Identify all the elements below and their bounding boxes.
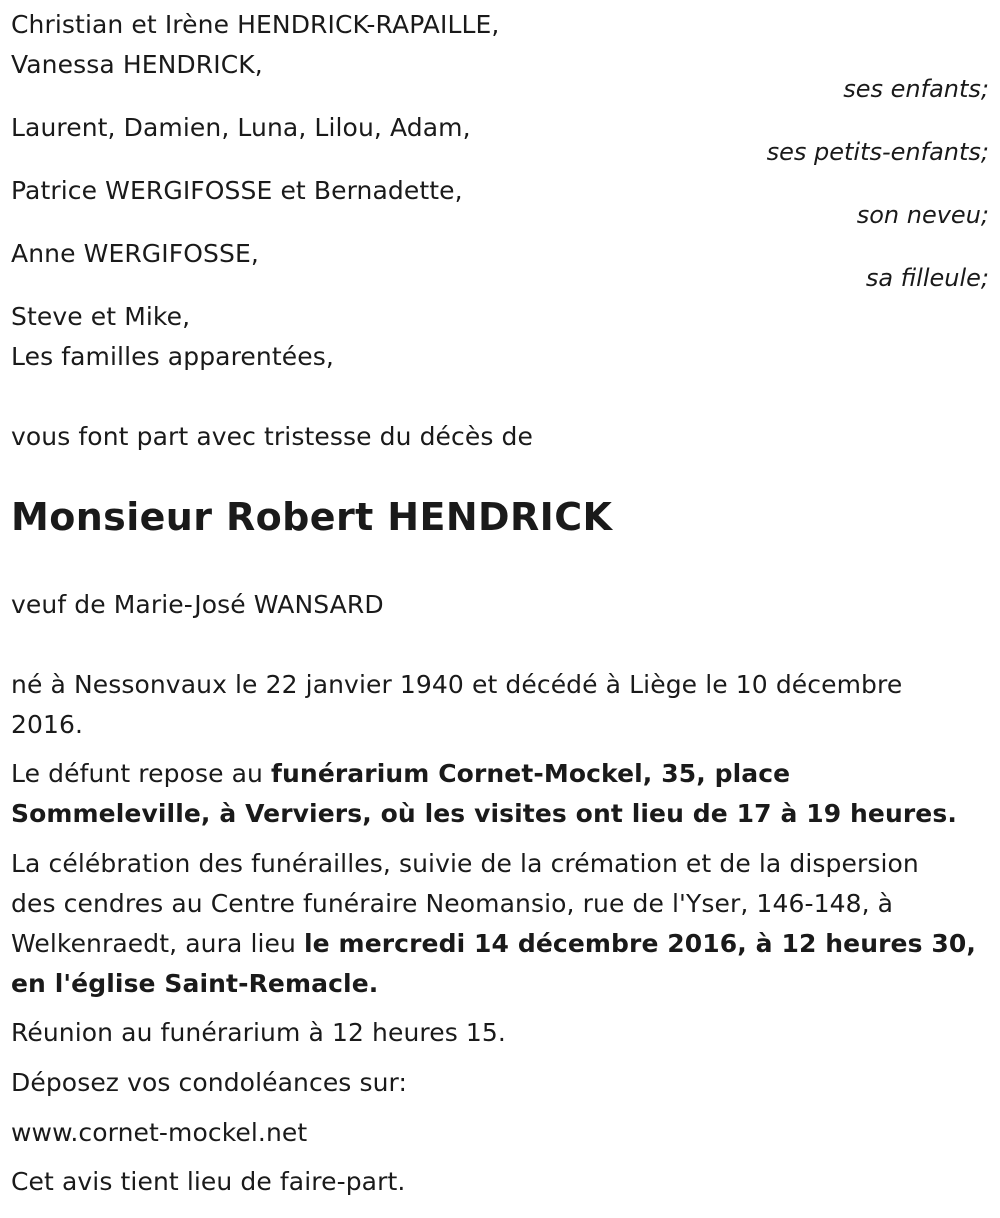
children-line-1: Christian et Irène HENDRICK-RAPAILLE, bbox=[11, 10, 500, 39]
nephew-line: Patrice WERGIFOSSE et Bernadette, bbox=[11, 176, 463, 205]
goddaughter-line: Anne WERGIFOSSE, bbox=[11, 239, 259, 268]
condolences-line: Déposez vos condoléances sur: bbox=[11, 1068, 408, 1097]
birth-death-line-1: né à Nessonvaux le 22 janvier 1940 et décédé à Liège le 10 décembre bbox=[11, 670, 903, 699]
deceased-name: Monsieur Robert HENDRICK bbox=[11, 495, 613, 539]
closing-line: Cet avis tient lieu de faire-part. bbox=[11, 1167, 406, 1196]
viewing-line-1 bbox=[11, 754, 790, 794]
role-nephew: son neveu; bbox=[856, 201, 989, 229]
birth-death-line-2: 2016. bbox=[11, 710, 84, 739]
role-goddaughter: sa filleule; bbox=[865, 264, 989, 292]
viewing-line-2 bbox=[11, 794, 957, 834]
meeting-line: Réunion au funérarium à 12 heures 15. bbox=[11, 1018, 506, 1047]
related-families-line: Les familles apparentées, bbox=[11, 342, 334, 371]
grandchildren-line: Laurent, Damien, Luna, Lilou, Adam, bbox=[11, 113, 471, 142]
ceremony-line-4 bbox=[11, 964, 378, 1004]
role-grandchildren: ses petits-enfants; bbox=[766, 138, 989, 166]
viewing-hours: Sommeleville, à Verviers, où les visites ont lieu de 17 à 19 heures. bbox=[11, 799, 957, 828]
announcement-line: vous font part avec tristesse du décès de bbox=[11, 422, 533, 451]
ceremony-date: le mercredi 14 décembre 2016, à 12 heures 30, bbox=[304, 929, 976, 958]
widower-line: veuf de Marie-José WANSARD bbox=[11, 590, 384, 619]
ceremony-place-text: Welkenraedt, aura lieu bbox=[11, 929, 305, 958]
children-line-2: Vanessa HENDRICK, bbox=[11, 50, 263, 79]
website-link[interactable]: www.cornet-mockel.net bbox=[11, 1118, 308, 1147]
ceremony-church: en l'église Saint-Remacle. bbox=[11, 969, 379, 998]
ceremony-line-2: des cendres au Centre funéraire Neomansio, rue de l'Yser, 146-148, à bbox=[11, 889, 894, 918]
ceremony-line-1: La célébration des funérailles, suivie de la crémation et de la dispersion bbox=[11, 849, 919, 878]
viewing-intro: Le défunt repose au bbox=[11, 759, 272, 788]
role-children: ses enfants; bbox=[843, 75, 989, 103]
viewing-location: funérarium Cornet-Mockel, 35, place bbox=[271, 759, 791, 788]
ceremony-line-3 bbox=[11, 924, 976, 964]
others-line: Steve et Mike, bbox=[11, 302, 191, 331]
